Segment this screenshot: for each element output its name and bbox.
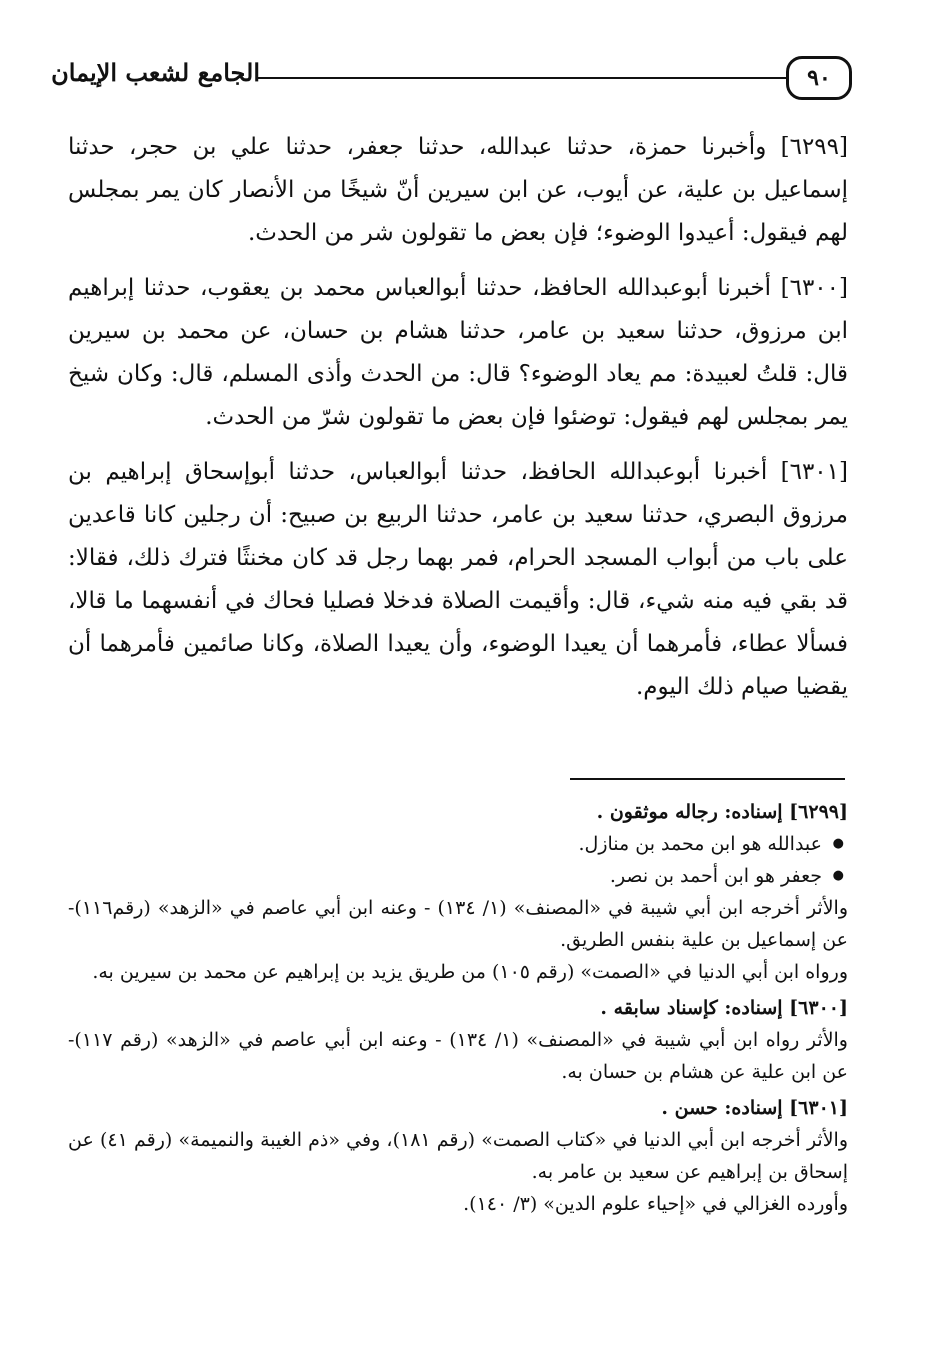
header-rule <box>256 77 786 79</box>
footnote-6301-text-1: والأثر أخرجه ابن أبي الدنيا في «كتاب الصمت» (رقم ١٨١)، وفي «ذم الغيبة والنميمة» (رقم ٤١) عن إسحاق بن إبراهيم عن سعيد بن عامر به. <box>68 1129 848 1183</box>
footnote-6301-text-2: وأورده الغزالي في «إحياء علوم الدين» (٣/ ١٤٠). <box>463 1193 848 1215</box>
footnote-6300-text-1: والأثر رواه ابن أبي شيبة في «المصنف» (١/ ١٣٤) - وعنه ابن أبي عاصم في «الزهد» (رقم ١١٧)- عن ابن علية عن هشام بن حسان به. <box>68 1029 848 1083</box>
footnote-6300-heading: [٦٣٠٠] إسناده: كإسناد سابقه . <box>600 997 848 1019</box>
footnote-6299-bullet-2: ● جعفر هو ابن أحمد بن نصر. <box>68 860 848 892</box>
footnote-6299-heading: [٦٢٩٩] إسناده: رجاله موثقون . <box>596 801 848 823</box>
footnote-divider <box>570 778 845 780</box>
paragraph-6299: [٦٢٩٩] وأخبرنا حمزة، حدثنا عبدالله، حدثنا جعفر، حدثنا علي بن حجر، حدثنا إسماعيل بن علية، عن أيوب، عن ابن سيرين أنّ شيخًا من الأنصار كان يمر بمجلس لهم فيقول: أعيدوا الوضوء؛ فإن بعض ما تقولون شر من الحدث. <box>68 134 848 246</box>
main-text <box>68 126 848 721</box>
footnotes <box>68 792 848 1220</box>
page-number-badge <box>786 56 852 100</box>
footnote-6299-bullet-1: ● عبدالله هو ابن محمد بن منازل. <box>68 828 848 860</box>
page-header <box>51 52 852 108</box>
footnote-6301-heading: [٦٣٠١] إسناده: حسن . <box>661 1097 848 1119</box>
page-number: ٩٠ <box>807 65 831 91</box>
footnote-6299-text-1: والأثر أخرجه ابن أبي شيبة في «المصنف» (١/ ١٣٤) - وعنه ابن أبي عاصم في «الزهد» (رقم١١٦)- عن إسماعيل بن علية بنفس الطريق. <box>68 897 849 951</box>
paragraph-6301: [٦٣٠١] أخبرنا أبوعبدالله الحافظ، حدثنا أبوالعباس، حدثنا أبوإسحاق إبراهيم بن مرزوق البصري، حدثنا سعيد بن عامر، حدثنا الربيع بن صبيح: أن رجلين كانا قاعدين على باب من أبواب المسجد الحرام، فمر بهما رجل قد كان مخنثًا فترك ذلك، فقالا: قد بقي فيه منه شيء، قال: وأقيمت الصلاة فدخلا فصليا فحاك في أنفسهما ما قالا، فسألا عطاء، فأمرهما أن يعيدا الوضوء، وأن يعيدا الصلاة، وكانا صائمين فأمرهما أن يقضيا صيام ذلك اليوم. <box>68 459 848 700</box>
paragraph-6300: [٦٣٠٠] أخبرنا أبوعبدالله الحافظ، حدثنا أبوالعباس محمد بن يعقوب، حدثنا إبراهيم ابن مرزوق، حدثنا سعيد بن عامر، حدثنا هشام بن حسان، عن محمد بن سيرين قال: قلتُ لعبيدة: مم يعاد الوضوء؟ قال: من الحدث وأذى المسلم، قال: وكان شيخ يمر بمجلس لهم فيقول: توضئوا فإن بعض ما تقولون شرّ من الحدث. <box>68 275 848 430</box>
footnote-6299-text-2: ورواه ابن أبي الدنيا في «الصمت» (رقم ١٠٥) من طريق يزيد بن إبراهيم عن محمد بن سيرين به. <box>92 961 848 983</box>
running-title: الجامع لشعب الإيمان <box>51 58 260 87</box>
